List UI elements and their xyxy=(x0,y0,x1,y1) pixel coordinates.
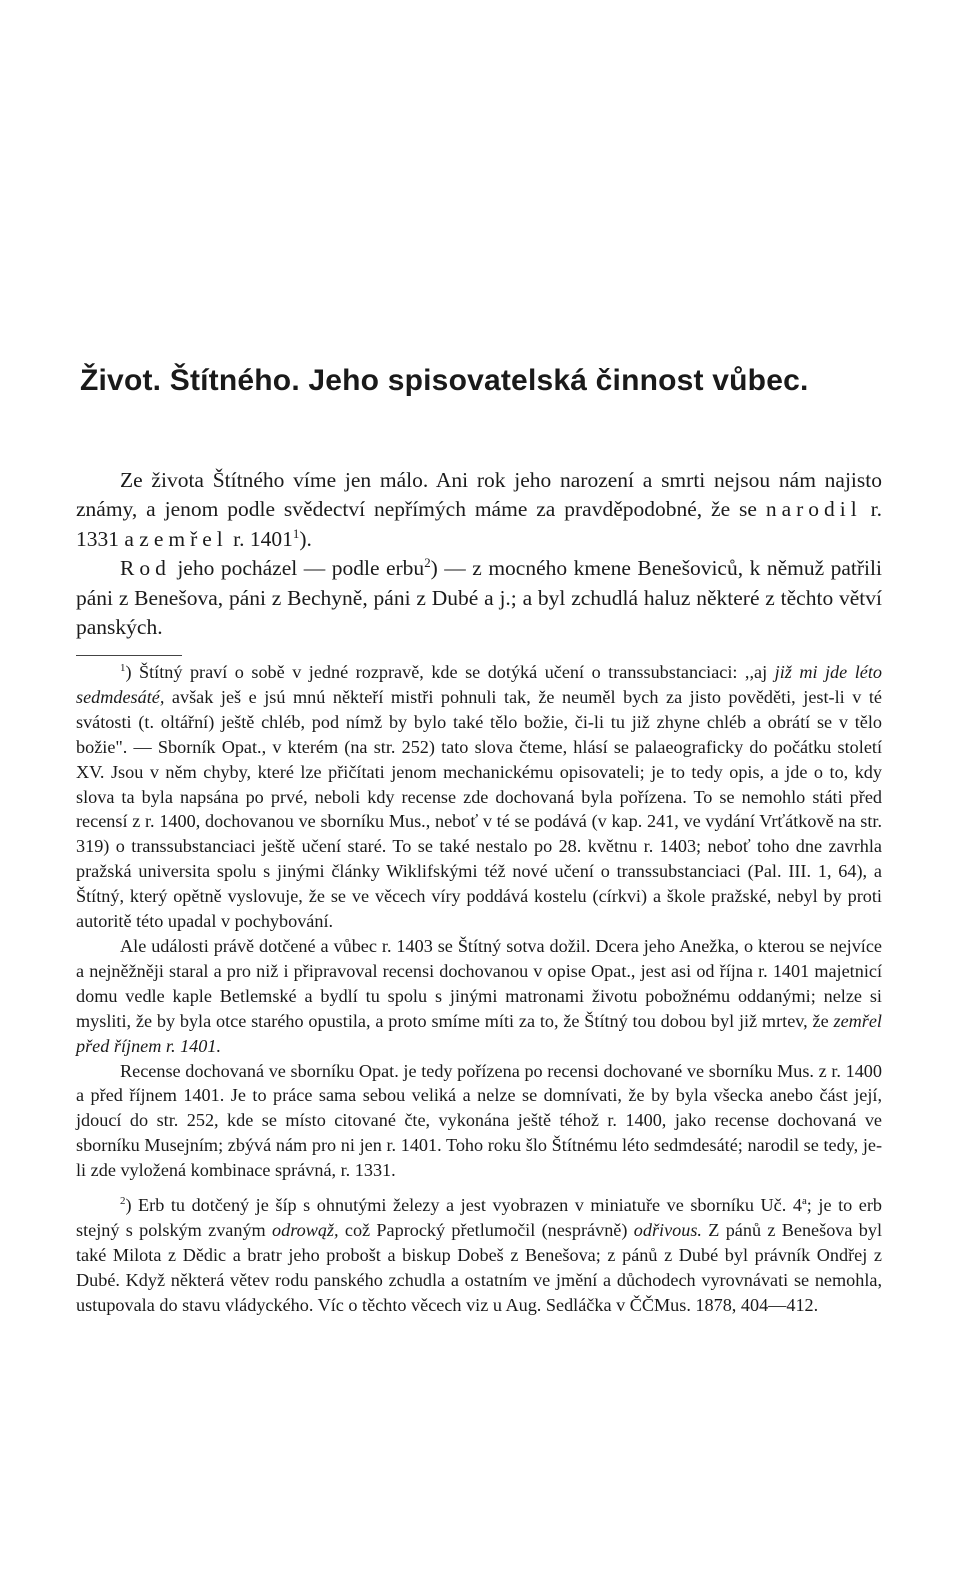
text-run: jeho pocházel — podle erbu xyxy=(170,556,425,581)
footnote-mark-2: 2 xyxy=(120,1194,126,1207)
chapter-title: Život. Štítného. Jeho spisovatelská činnost vůbec. xyxy=(80,364,809,397)
emphasis-zemrel: zemřel xyxy=(139,526,228,551)
main-text xyxy=(76,466,882,642)
footnote-ref-1[interactable]: 1 xyxy=(292,526,300,541)
conclusion-italic: zemřel před říjnem r. 1401. xyxy=(76,1010,882,1056)
text-run: Ze života Štítného víme jen málo. Ani rok jeho narození a smrti nejsou nám najisto známy, a jenom podle svědectví nepřímých máme za pravděpodobné, že se xyxy=(76,468,882,522)
footnote-mark-1: 1 xyxy=(120,661,126,674)
text-run: Z pánů z Benešova byl také Milota z Dědic a bratr jeho probošt a biskup Dobeš z Benešova; z pánů z Dubé byl právník Ondřej z Dubé. Když některá větev rodu panského zchudla a ostatním ve jmění a důchodech vyrovnávati se nemohla, ustupovala do stavu vládyckého. Víc o těchto věcech viz u Aug. Sedláčka v ČČMus. 1878, 404—412. xyxy=(76,1219,883,1315)
text-run: Ale události právě dotčené a vůbec r. 1403 se Štítný sotva dožil. Dcera jeho Anežka, o kterou se nejvíce a nejněžněji staral a pro niž i připravoval recensi dochovanou v opise Opat., jest asi od října r. 1401 majetnicí domu vedle kaple Betlemské a bydlí tu spolu s jinými matronami životu pobožnému oddanými; nelze si mysliti, že by byla otce starého opustila, a proto smíme míti za to, že Štítný tou dobou byl již mrtev, že xyxy=(76,935,882,1031)
quote-italic: již mi jde léto sedmdesáté, xyxy=(76,662,882,707)
text-run: ). xyxy=(299,526,312,551)
text-run: ; je to erb stejný s polským zvaným xyxy=(76,1195,882,1240)
emphasis-narodil: narodil xyxy=(765,497,862,522)
text-run: ) Erb tu dotčený je šíp s ohnutými železy a jest vyobrazen v miniatuře ve sborníku Uč. 4 xyxy=(125,1195,802,1216)
text-run: což Paprocký přetlumočil (nesprávně) xyxy=(338,1219,634,1240)
footnotes xyxy=(76,660,882,1318)
footnote-separator xyxy=(76,655,182,656)
text-run: avšak ješ e jsú mnú někteří mistři pohnuli tak, že neuměl bych za jisto pověděti, jest-li v té svátosti (t. oltářní) ještě chléb, pod nímž by bylo také tělo božie, či-li tu již zhyne chléb a obrátí se v tělo božie". — Sborník Opat., v kterém (na str. 252) tato slova čteme, hlásí se palaeograficky do počátku století XV. Jsou v něm chyby, které lze přičítati jenom mechanickému opisovateli; je to tedy opis, a jde o to, kdy slova ta byla napsána po prvé, neboli kdy recense zde dochovaná byla pořízena. To se nemohlo státi před recensí z r. 1400, dochovanou ve sborníku Mus., neboť v té se podává (v kap. 241, ve vydání Vrťátkově na str. 319) o transsubstanciaci ještě učení staré. To se také nestalo po 28. květnu r. 1403; neboť toho dne zavrhla pražská universita spolu s jinými články Wiklifskými též nové učení o transsubstanciaci (Pal. III. 1, 64), a Štítný, který opětně vyslovuje, že se ve věcech víry poddává kostelu (církvi) a škole pražské, nebyl by proti autoritě této upadal v pochybování. xyxy=(76,686,882,932)
term-italic: odřivous. xyxy=(633,1219,702,1240)
footnote-1 xyxy=(76,660,882,934)
text-run: r. 1331 a xyxy=(76,497,882,551)
footnote-2 xyxy=(76,1193,882,1318)
text-run: ) Štítný praví o sobě v jedné rozpravě, kde se dotýká učení o transsubstanciaci: ,,aj xyxy=(125,662,775,682)
paragraph-1 xyxy=(76,466,882,554)
paragraph-2 xyxy=(76,554,882,642)
text-run: r. 1401 xyxy=(227,526,293,551)
footnote-1-paragraph-3: Recense dochovaná ve sborníku Opat. je tedy pořízena po recensi dochované ve sborníku Mus. z r. 1400 a před říjnem 1401. Je to práce sama sebou veliká a nelze se domnívati, že by byla všecka anebo část její, jdoucí do str. 252, kde se místo citované čte, vykonána ještě téhož r. 1400, jako recense dochovaná ve sborníku Musejním; zbývá nám pro ni jen r. 1401. Toho roku šlo Štítnému léto sedmdesáté; narodil se tedy, je-li zde vyložená kombinace správná, r. 1331. xyxy=(76,1060,882,1181)
emphasis-rod: Rod xyxy=(120,556,171,581)
term-italic: odrowąž, xyxy=(272,1219,339,1240)
footnote-ref-2[interactable]: 2 xyxy=(424,556,431,571)
superscript-a: a xyxy=(801,1194,807,1207)
text-run: ) — z mocného kmene Benešoviců, k němuž patřili páni z Benešova, páni z Bechyně, páni z Dubé a j.; a byl zchudlá haluz některé z těchto větví panských. xyxy=(76,556,882,640)
footnote-1-paragraph-2 xyxy=(76,934,882,1059)
